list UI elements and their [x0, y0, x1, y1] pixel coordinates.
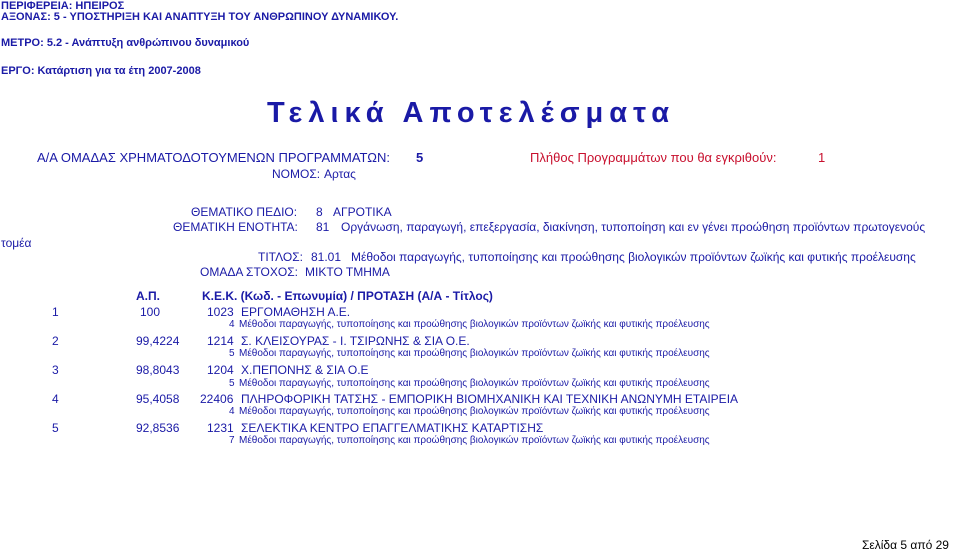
title-label: ΤΙΤΛΟΣ: [258, 250, 303, 264]
sector-label: τομέα [1, 236, 32, 250]
row-score: 99,4224 [136, 334, 180, 348]
row-score: 98,8043 [136, 363, 180, 377]
unit-code: 81 [316, 220, 330, 234]
field-label: ΘΕΜΑΤΙΚΟ ΠΕΔΙΟ: [191, 205, 298, 219]
row-rank: 2 [52, 334, 59, 348]
row-proposal-number: 4 [229, 319, 235, 330]
page-number: Σελίδα 5 από 29 [862, 538, 949, 552]
row-kek-name: ΣΕΛΕΚΤΙΚΑ ΚΕΝΤΡΟ ΕΠΑΓΓΕΛΜΑΤΙΚΗΣ ΚΑΤΑΡΤΙΣΗΣ [241, 421, 544, 435]
column-header-ap: Α.Π. [136, 289, 160, 303]
row-kek-code: 1023 [207, 305, 234, 319]
row-rank: 1 [52, 305, 59, 319]
row-proposal-number: 5 [229, 348, 235, 359]
row-kek-name: Σ. ΚΛΕΙΣΟΥΡΑΣ - Ι. ΤΣΙΡΩΝΗΣ & ΣΙΑ Ο.Ε. [241, 334, 470, 348]
field-value: ΑΓΡΟΤΙΚΑ [333, 205, 392, 219]
row-rank: 3 [52, 363, 59, 377]
field-code: 8 [316, 205, 323, 219]
row-kek-name: Χ.ΠΕΠΟΝΗΣ & ΣΙΑ Ο.Ε [241, 363, 369, 377]
row-kek-code: 1214 [207, 334, 234, 348]
row-proposal-number: 4 [229, 406, 235, 417]
target-label: ΟΜΑΔΑ ΣΤΟΧΟΣ: [200, 265, 298, 279]
programs-value: 1 [818, 150, 826, 165]
row-proposal-title: Μέθοδοι παραγωγής, τυποποίησης και προώθησης βιολογικών προϊόντων ζωϊκής και φυτικής προέλευσης [239, 406, 710, 417]
row-proposal-title: Μέθοδοι παραγωγής, τυποποίησης και προώθησης βιολογικών προϊόντων ζωϊκής και φυτικής προέλευσης [239, 348, 710, 359]
region-heading: ΠΕΡΙΦΕΡΕΙΑ: ΗΠΕΙΡΟΣ [1, 0, 125, 12]
unit-label: ΘΕΜΑΤΙΚΗ ΕΝΟΤΗΤΑ: [173, 220, 298, 234]
row-rank: 5 [52, 421, 59, 435]
target-value: ΜΙΚΤΟ ΤΜΗΜΑ [305, 265, 390, 279]
prefecture-value: Αρτας [324, 167, 356, 181]
row-kek-code: 1204 [207, 363, 234, 377]
measure-heading: ΜΕΤΡΟ: 5.2 - Ανάπτυξη ανθρώπινου δυναμικού [1, 37, 250, 49]
column-header-kek: Κ.Ε.Κ. (Κωδ. - Επωνυμία) / ΠΡΟΤΑΣΗ (Α/Α - Τίτλος) [202, 289, 493, 303]
row-rank: 4 [52, 392, 59, 406]
row-proposal-title: Μέθοδοι παραγωγής, τυποποίησης και προώθησης βιολογικών προϊόντων ζωϊκής και φυτικής προέλευσης [239, 435, 710, 446]
row-kek-code: 22406 [200, 392, 234, 406]
title-value: Μέθοδοι παραγωγής, τυποποίησης και προώθησης βιολογικών προϊόντων ζωϊκής και φυτικής προέλευσης [351, 250, 916, 264]
prefecture-label: ΝΟΜΟΣ: [272, 167, 321, 181]
row-score: 100 [140, 305, 161, 319]
row-proposal-title: Μέθοδοι παραγωγής, τυποποίησης και προώθησης βιολογικών προϊόντων ζωϊκής και φυτικής προέλευσης [239, 319, 710, 330]
project-heading: ΕΡΓΟ: Κατάρτιση για τα έτη 2007-2008 [1, 65, 201, 77]
row-kek-name: ΕΡΓΟΜΑΘΗΣΗ Α.Ε. [241, 305, 351, 319]
row-proposal-title: Μέθοδοι παραγωγής, τυποποίησης και προώθησης βιολογικών προϊόντων ζωϊκής και φυτικής προέλευσης [239, 378, 710, 389]
programs-label: Πλήθος Προγραμμάτων που θα εγκριθούν: [530, 150, 777, 165]
groups-value: 5 [416, 150, 424, 165]
unit-value: Οργάνωση, παραγωγή, επεξεργασία, διακίνηση, τυποποίηση και εν γένει προώθηση προϊόντων πρωτογενούς [341, 220, 926, 234]
row-proposal-number: 5 [229, 378, 235, 389]
page-title: Τελικά Αποτελέσματα [267, 97, 676, 129]
row-proposal-number: 7 [229, 435, 235, 446]
row-kek-code: 1231 [207, 421, 234, 435]
groups-label: Α/Α ΟΜΑΔΑΣ ΧΡΗΜΑΤΟΔΟΤΟΥΜΕΝΩΝ ΠΡΟΓΡΑΜΜΑΤΩΝ: [37, 150, 390, 165]
axis-heading: ΑΞΟΝΑΣ: 5 - ΥΠΟΣΤΗΡΙΞΗ ΚΑΙ ΑΝΑΠΤΥΞΗ ΤΟΥ ΑΝΘΡΩΠΙΝΟΥ ΔΥΝΑΜΙΚΟΥ. [1, 11, 399, 23]
title-code: 81.01 [311, 250, 342, 264]
row-score: 92,8536 [136, 421, 180, 435]
row-score: 95,4058 [136, 392, 180, 406]
row-kek-name: ΠΛΗΡΟΦΟΡΙΚΗ ΤΑΤΣΗΣ - ΕΜΠΟΡΙΚΗ ΒΙΟΜΗΧΑΝΙΚΗ ΚΑΙ ΤΕΧΝΙΚΗ ΑΝΩΝΥΜΗ ΕΤΑΙΡΕΙΑ [241, 392, 739, 406]
